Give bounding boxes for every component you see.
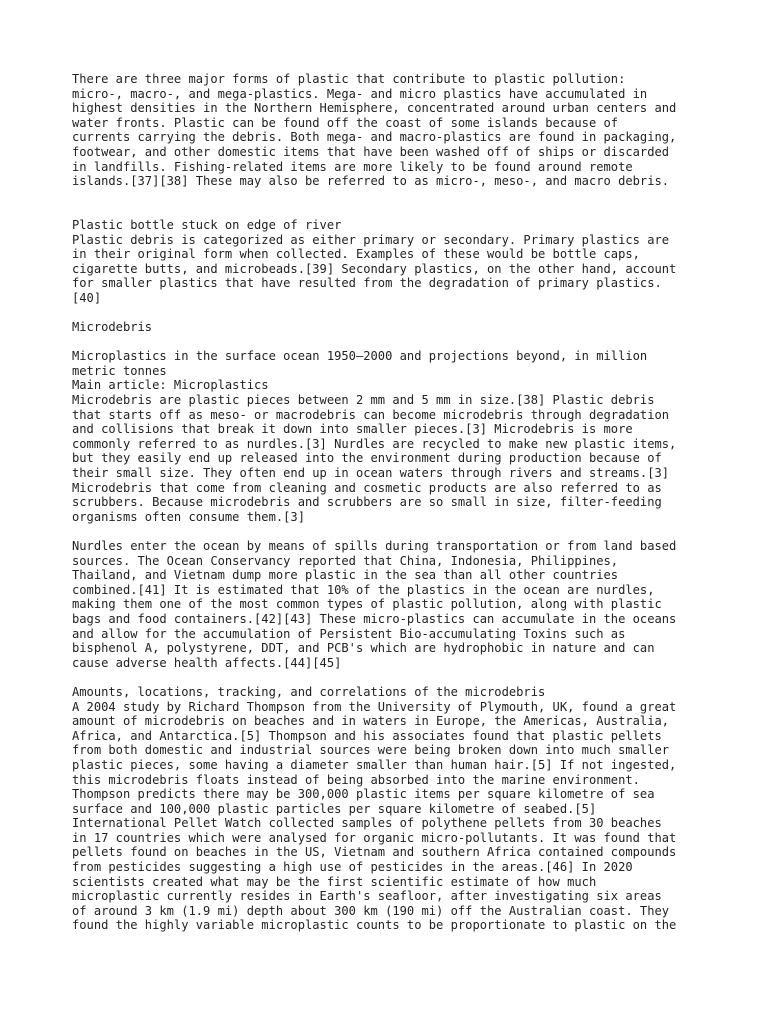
text-line: organisms often consume them.[3]: [72, 509, 305, 524]
paragraph-gap: [72, 189, 712, 204]
text-line: Microplastics in the surface ocean 1950–2000 and projections beyond, in million: [72, 349, 648, 364]
text-line: metric tonnes: [72, 363, 167, 378]
text-line: pellets found on beaches in the US, Vietnam and southern Africa contained compounds: [72, 845, 677, 860]
document-page: [72, 72, 712, 933]
text-line: from pesticides suggesting a high use of pesticides in the areas.[46] In 2020: [72, 860, 633, 875]
text-line: in landfills. Fishing-related items are more likely to be found around remote: [72, 159, 633, 174]
text-line: making them one of the most common types of plastic pollution, along with plastic: [72, 597, 662, 612]
text-line: There are three major forms of plastic that contribute to plastic pollution:: [72, 72, 626, 86]
text-line: [40]: [72, 290, 102, 305]
text-line: found the highly variable microplastic counts to be proportionate to plastic on the: [72, 918, 677, 933]
text-line: micro-, macro-, and mega-plastics. Mega- and micro plastics have accumulated in: [72, 86, 648, 101]
paragraph: [72, 320, 712, 335]
text-line: in 17 countries which were analysed for organic micro-pollutants. It was found that: [72, 830, 677, 845]
paragraph: [72, 218, 712, 306]
text-line: islands.[37][38] These may also be referred to as micro-, meso-, and macro debris.: [72, 174, 670, 189]
text-line: highest densities in the Northern Hemisphere, concentrated around urban centers and: [72, 101, 677, 116]
text-line: currents carrying the debris. Both mega- and macro-plastics are found in packaging,: [72, 130, 677, 145]
text-line: footwear, and other domestic items that have been washed off of ships or discarded: [72, 144, 670, 159]
text-line: Thompson predicts there may be 300,000 plastic items per square kilometre of sea: [72, 787, 655, 802]
text-line: Africa, and Antarctica.[5] Thompson and his associates found that plastic pellets: [72, 728, 662, 743]
paragraph-gap: [72, 306, 712, 321]
paragraph-gap: [72, 335, 712, 350]
text-line: this microdebris floats instead of being absorbed into the marine environment.: [72, 772, 640, 787]
text-line: bags and food containers.[42][43] These micro-plastics can accumulate in the oceans: [72, 611, 677, 626]
text-line: Nurdles enter the ocean by means of spills during transportation or from land based: [72, 539, 677, 553]
text-line: Plastic debris is categorized as either primary or secondary. Primary plastics are: [72, 232, 670, 247]
paragraph-gap: [72, 203, 712, 218]
paragraph-gap: [72, 524, 712, 539]
paragraph-gap: [72, 670, 712, 685]
text-line: amount of microdebris on beaches and in waters in Europe, the Americas, Australia,: [72, 714, 670, 729]
text-line: Main article: Microplastics: [72, 378, 269, 393]
text-line: bisphenol A, polystyrene, DDT, and PCB's which are hydrophobic in nature and can: [72, 641, 655, 656]
text-line: Microdebris that come from cleaning and cosmetic products are also referred to as: [72, 480, 662, 495]
text-line: cause adverse health affects.[44][45]: [72, 655, 342, 670]
text-line: for smaller plastics that have resulted from the degradation of primary plastics.: [72, 276, 662, 291]
text-line: Amounts, locations, tracking, and correlations of the microdebris: [72, 684, 546, 699]
text-line: of around 3 km (1.9 mi) depth about 300 km (190 mi) off the Australian coast. They: [72, 903, 670, 918]
text-line: their small size. They often end up in ocean waters through rivers and streams.[3]: [72, 466, 670, 481]
text-line: and collisions that break it down into smaller pieces.[3] Microdebris is more: [72, 422, 633, 437]
text-line: but they easily end up released into the environment during production because of: [72, 451, 662, 466]
paragraph: [72, 685, 712, 933]
paragraph: [72, 72, 712, 189]
text-line: combined.[41] It is estimated that 10% of the plastics in the ocean are nurdles,: [72, 582, 655, 597]
text-line: Microdebris: [72, 320, 153, 335]
text-line: that starts off as meso- or macrodebris can become microdebris through degradation: [72, 407, 670, 422]
text-line: scientists created what may be the first scientific estimate of how much: [72, 874, 597, 889]
text-line: sources. The Ocean Conservancy reported that China, Indonesia, Philippines,: [72, 553, 619, 568]
text-line: International Pellet Watch collected samples of polythene pellets from 30 beaches: [72, 816, 662, 831]
text-line: microplastic currently resides in Earth's seafloor, after investigating six areas: [72, 889, 662, 904]
paragraph: [72, 349, 712, 524]
text-line: Thailand, and Vietnam dump more plastic in the sea than all other countries: [72, 568, 619, 583]
text-line: commonly referred to as nurdles.[3] Nurdles are recycled to make new plastic items,: [72, 436, 677, 451]
text-line: Plastic bottle stuck on edge of river: [72, 217, 342, 232]
text-line: A 2004 study by Richard Thompson from the University of Plymouth, UK, found a great: [72, 699, 677, 714]
text-line: scrubbers. Because microdebris and scrubbers are so small in size, filter-feeding: [72, 495, 662, 510]
text-line: Microdebris are plastic pieces between 2 mm and 5 mm in size.[38] Plastic debris: [72, 393, 655, 408]
text-line: and allow for the accumulation of Persistent Bio-accumulating Toxins such as: [72, 626, 626, 641]
text-line: from both domestic and industrial sources were being broken down into much smaller: [72, 743, 670, 758]
paragraph: [72, 539, 712, 670]
text-line: in their original form when collected. Examples of these would be bottle caps,: [72, 247, 640, 262]
text-line: cigarette butts, and microbeads.[39] Secondary plastics, on the other hand, account: [72, 261, 677, 276]
text-line: plastic pieces, some having a diameter smaller than human hair.[5] If not ingested,: [72, 757, 677, 772]
text-line: surface and 100,000 plastic particles per square kilometre of seabed.[5]: [72, 801, 597, 816]
text-line: water fronts. Plastic can be found off the coast of some islands because of: [72, 115, 619, 130]
